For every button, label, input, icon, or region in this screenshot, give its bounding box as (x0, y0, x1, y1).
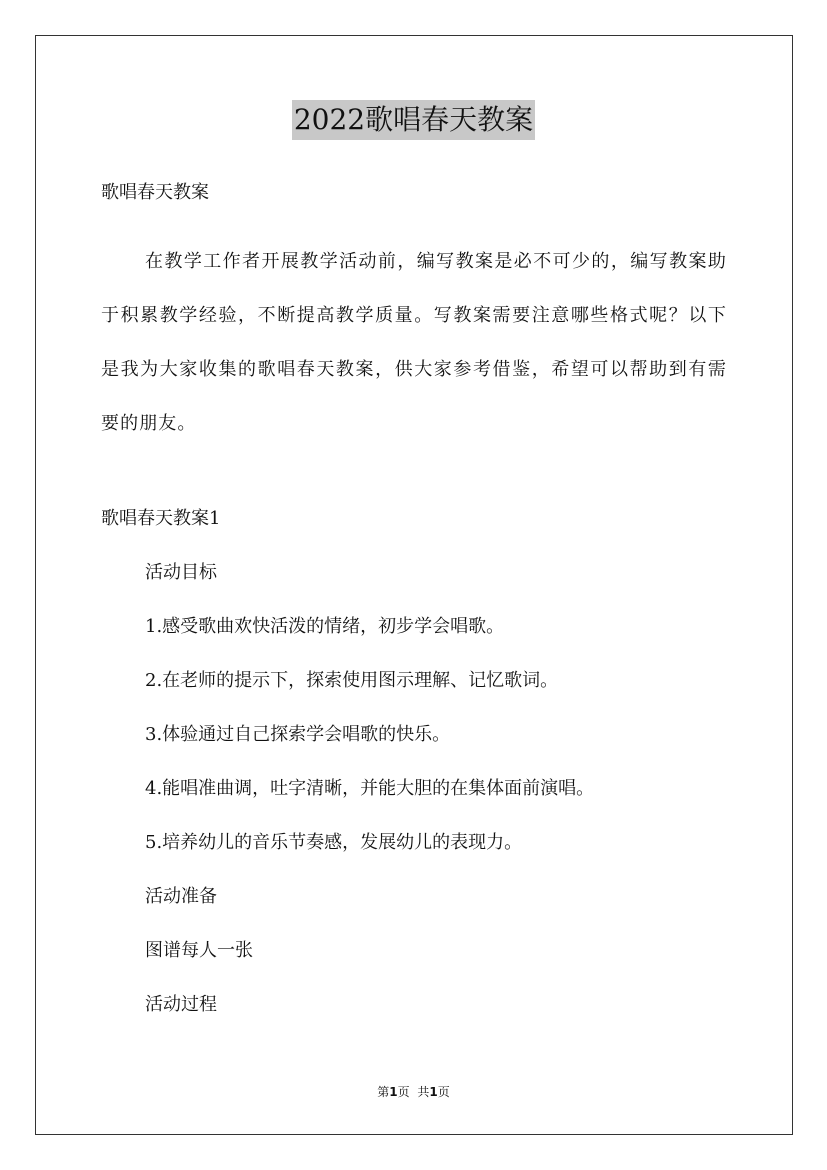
footer-total-num: 1 (429, 1085, 438, 1099)
footer-total-prefix: 共 (417, 1085, 430, 1099)
prep-item: 图谱每人一张 (145, 940, 253, 961)
goal-item: 3.体验通过自己探索学会唱歌的快乐。 (145, 724, 451, 745)
goals-heading: 活动目标 (145, 562, 217, 583)
goal-item: 5.培养幼儿的音乐节奏感，发展幼儿的表现力。 (145, 832, 523, 853)
footer-page-num: 1 (389, 1085, 398, 1099)
footer-page-suffix: 页 (397, 1085, 410, 1099)
title-wrap (0, 100, 827, 140)
goal-item: 2.在老师的提示下，探索使用图示理解、记忆歌词。 (145, 670, 559, 691)
document-title: 2022歌唱春天教案 (292, 100, 535, 140)
section-heading: 歌唱春天教案1 (101, 508, 221, 529)
document-subtitle: 歌唱春天教案 (101, 182, 209, 203)
goal-item: 4.能唱准曲调，吐字清晰，并能大胆的在集体面前演唱。 (145, 778, 595, 799)
prep-heading: 活动准备 (145, 886, 217, 907)
footer-total-suffix: 页 (437, 1085, 450, 1099)
footer-page-prefix: 第 (377, 1085, 390, 1099)
page-footer (0, 1083, 827, 1101)
goal-item: 1.感受歌曲欢快活泼的情绪，初步学会唱歌。 (145, 616, 505, 637)
process-heading: 活动过程 (145, 994, 217, 1015)
intro-paragraph: 在教学工作者开展教学活动前，编写教案是必不可少的，编写教案助于积累教学经验，不断提高教学质量。写教案需要注意哪些格式呢？以下是我为大家收集的歌唱春天教案，供大家参考借鉴，希望可以帮助到有需要的朋友。 (101, 251, 727, 434)
